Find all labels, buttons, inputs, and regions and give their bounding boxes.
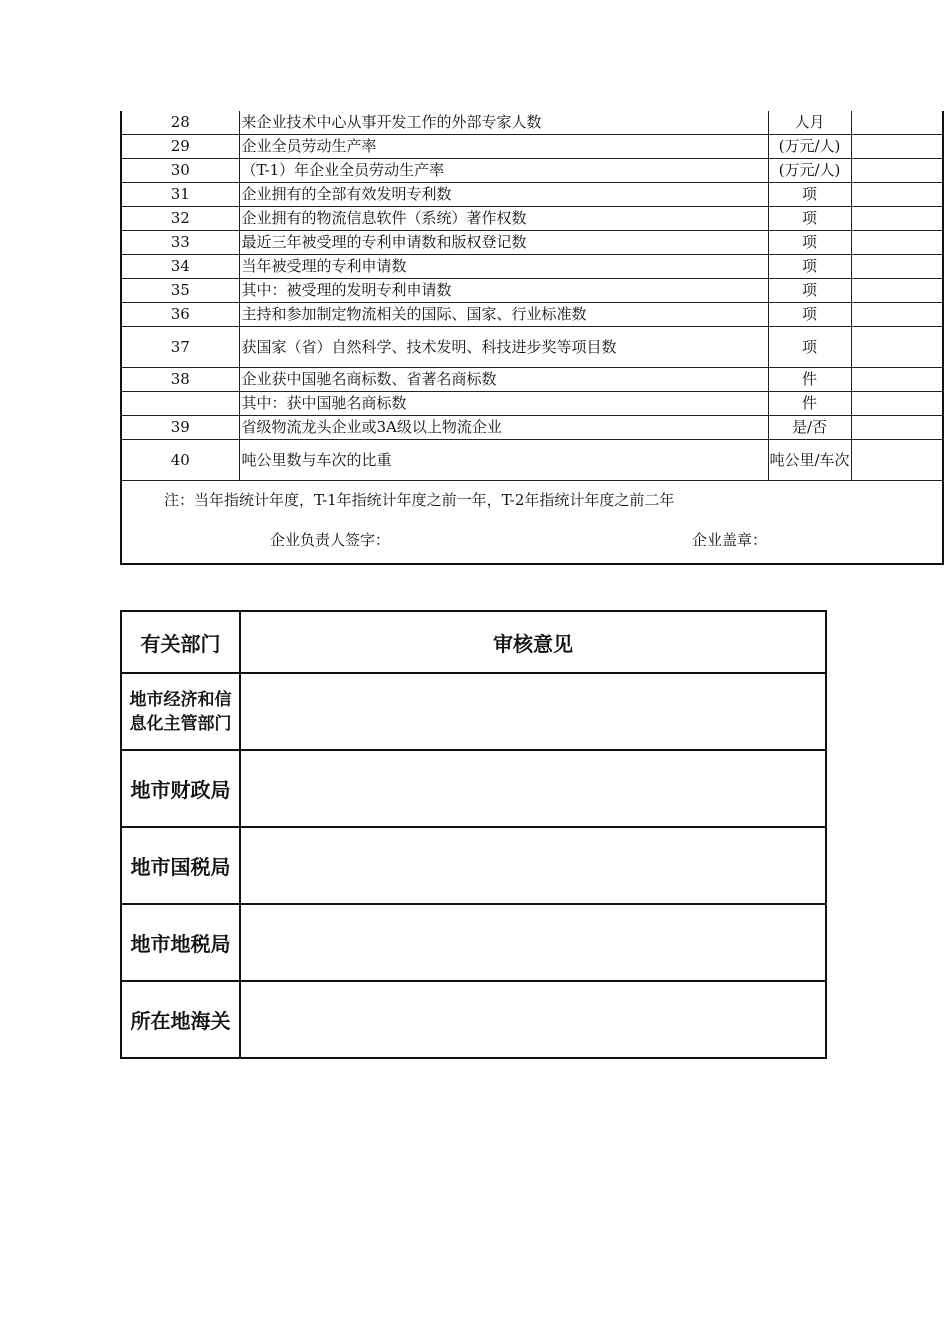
row-unit: 项 xyxy=(768,327,851,368)
department-name: 地市经济和信息化主管部门 xyxy=(121,673,240,750)
row-number: 34 xyxy=(121,255,239,279)
row-item: 其中：被受理的发明专利申请数 xyxy=(239,279,768,303)
department-name: 地市财政局 xyxy=(121,750,240,827)
review-table xyxy=(120,610,827,1059)
row-number: 28 xyxy=(121,111,239,135)
row-unit: 项 xyxy=(768,231,851,255)
row-number: 36 xyxy=(121,303,239,327)
row-value-cell[interactable] xyxy=(851,327,943,368)
row-item: 企业全员劳动生产率 xyxy=(239,135,768,159)
row-item: （T-1）年企业全员劳动生产率 xyxy=(239,159,768,183)
opinion-header: 审核意见 xyxy=(240,611,826,673)
department-name: 地市地税局 xyxy=(121,904,240,981)
row-unit: (万元/人) xyxy=(768,135,851,159)
review-row xyxy=(121,904,826,981)
row-unit: 件 xyxy=(768,392,851,416)
row-number: 35 xyxy=(121,279,239,303)
review-row xyxy=(121,750,826,827)
row-number: 40 xyxy=(121,440,239,481)
row-item: 企业拥有的物流信息软件（系统）著作权数 xyxy=(239,207,768,231)
department-name: 所在地海关 xyxy=(121,981,240,1058)
table-row xyxy=(121,392,943,416)
table-row xyxy=(121,303,943,327)
row-item: 其中：获中国驰名商标数 xyxy=(239,392,768,416)
row-number: 29 xyxy=(121,135,239,159)
row-number: 37 xyxy=(121,327,239,368)
row-number: 33 xyxy=(121,231,239,255)
opinion-cell[interactable] xyxy=(240,904,826,981)
row-unit: 项 xyxy=(768,255,851,279)
footnote: 注：当年指统计年度，T-1年指统计年度之前一年，T-2年指统计年度之前二年 xyxy=(164,491,675,509)
row-value-cell[interactable] xyxy=(851,279,943,303)
row-value-cell[interactable] xyxy=(851,111,943,135)
opinion-cell[interactable] xyxy=(240,750,826,827)
opinion-cell[interactable] xyxy=(240,673,826,750)
review-header-row xyxy=(121,611,826,673)
row-item: 省级物流龙头企业或3A级以上物流企业 xyxy=(239,416,768,440)
row-unit: (万元/人) xyxy=(768,159,851,183)
row-value-cell[interactable] xyxy=(851,231,943,255)
department-name: 地市国税局 xyxy=(121,827,240,904)
table-row xyxy=(121,440,943,481)
row-value-cell[interactable] xyxy=(851,392,943,416)
row-item: 来企业技术中心从事开发工作的外部专家人数 xyxy=(239,111,768,135)
row-unit: 件 xyxy=(768,368,851,392)
row-value-cell[interactable] xyxy=(851,440,943,481)
row-unit: 项 xyxy=(768,183,851,207)
row-number xyxy=(121,392,239,416)
row-item: 企业拥有的全部有效发明专利数 xyxy=(239,183,768,207)
table-row xyxy=(121,183,943,207)
row-item: 企业获中国驰名商标数、省著名商标数 xyxy=(239,368,768,392)
row-unit: 项 xyxy=(768,207,851,231)
row-unit: 是/否 xyxy=(768,416,851,440)
row-unit: 吨公里/车次 xyxy=(768,440,851,481)
signature-label: 企业负责人签字： xyxy=(270,531,391,549)
row-unit: 项 xyxy=(768,303,851,327)
row-value-cell[interactable] xyxy=(851,368,943,392)
review-row xyxy=(121,827,826,904)
row-number: 39 xyxy=(121,416,239,440)
row-item: 最近三年被受理的专利申请数和版权登记数 xyxy=(239,231,768,255)
row-number: 38 xyxy=(121,368,239,392)
row-item: 吨公里数与车次的比重 xyxy=(239,440,768,481)
dept-header: 有关部门 xyxy=(121,611,240,673)
table-row xyxy=(121,111,943,135)
table-row xyxy=(121,327,943,368)
table-row xyxy=(121,279,943,303)
table-row xyxy=(121,207,943,231)
row-value-cell[interactable] xyxy=(851,159,943,183)
row-item: 获国家（省）自然科学、技术发明、科技进步奖等项目数 xyxy=(239,327,768,368)
row-number: 31 xyxy=(121,183,239,207)
table-footer-row xyxy=(121,481,943,565)
table-footer xyxy=(121,481,943,565)
review-row xyxy=(121,981,826,1058)
table-row xyxy=(121,416,943,440)
row-item: 主持和参加制定物流相关的国际、国家、行业标准数 xyxy=(239,303,768,327)
row-unit: 项 xyxy=(768,279,851,303)
table-row xyxy=(121,135,943,159)
row-value-cell[interactable] xyxy=(851,255,943,279)
row-value-cell[interactable] xyxy=(851,303,943,327)
row-value-cell[interactable] xyxy=(851,135,943,159)
seal-label: 企业盖章： xyxy=(692,531,768,549)
row-value-cell[interactable] xyxy=(851,183,943,207)
table-row xyxy=(121,159,943,183)
table-row xyxy=(121,368,943,392)
review-row xyxy=(121,673,826,750)
table-row xyxy=(121,231,943,255)
statistics-table xyxy=(120,111,944,565)
row-number: 30 xyxy=(121,159,239,183)
opinion-cell[interactable] xyxy=(240,981,826,1058)
row-number: 32 xyxy=(121,207,239,231)
row-item: 当年被受理的专利申请数 xyxy=(239,255,768,279)
table-row xyxy=(121,255,943,279)
row-unit: 人月 xyxy=(768,111,851,135)
row-value-cell[interactable] xyxy=(851,416,943,440)
opinion-cell[interactable] xyxy=(240,827,826,904)
row-value-cell[interactable] xyxy=(851,207,943,231)
